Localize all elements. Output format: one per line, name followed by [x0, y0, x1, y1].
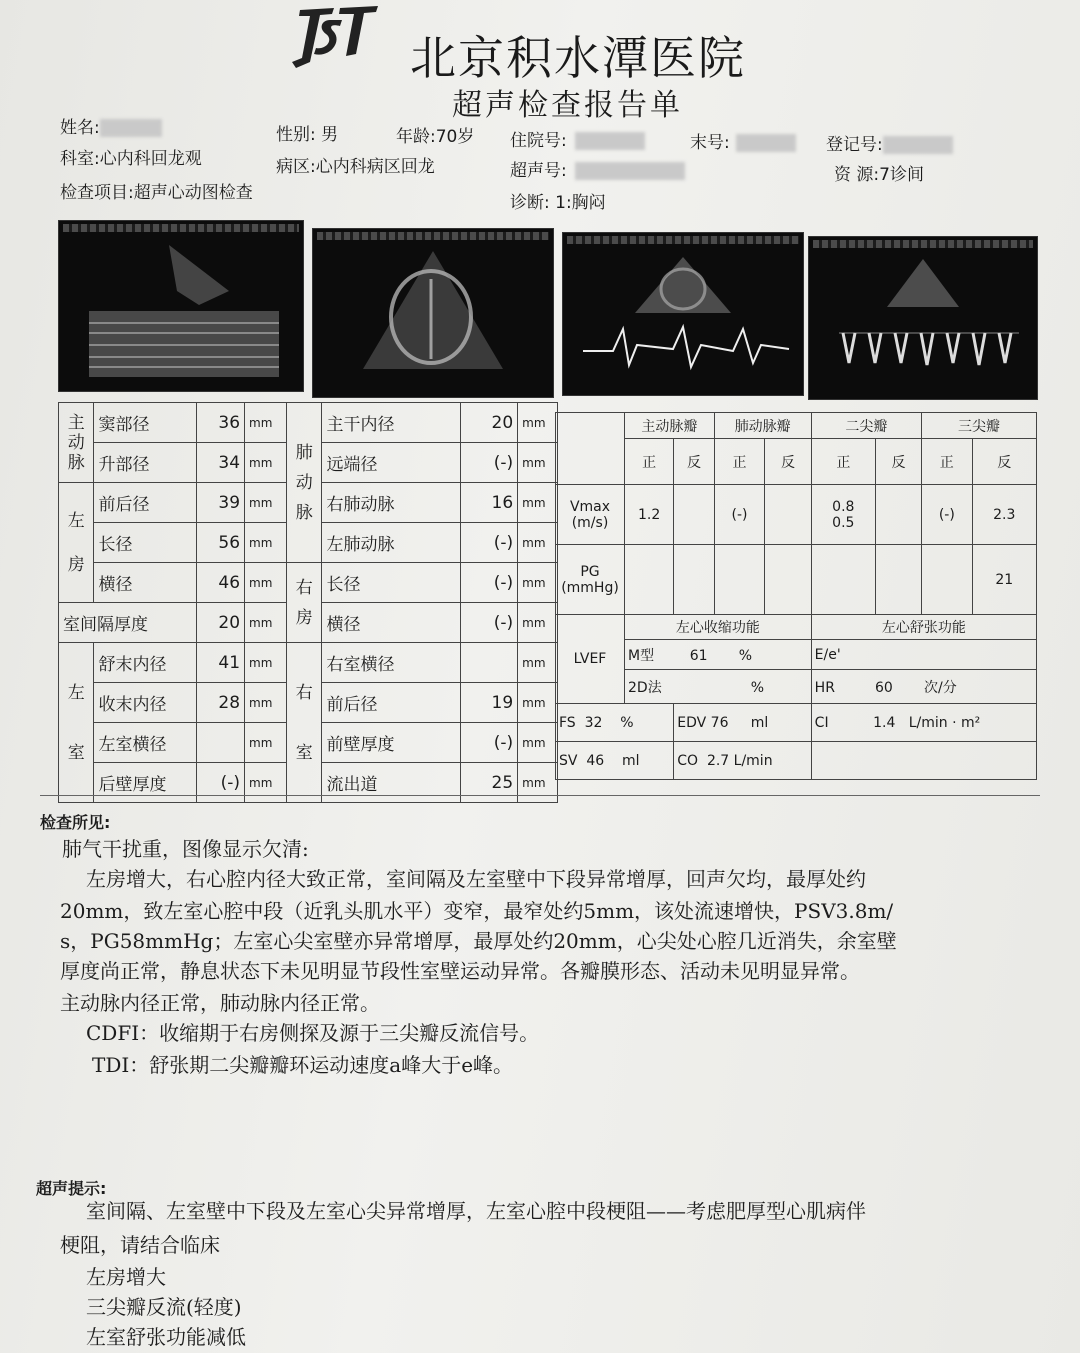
rv-ap-value: 19 [461, 683, 518, 723]
ward-field: 病区:心内科病区回龙 [276, 157, 435, 177]
m-mode-ef: M型 61 % [625, 640, 812, 670]
impression-label: 超声提示: [36, 1179, 107, 1198]
la-ap-value: 39 [196, 483, 244, 523]
chamber-measurement-table [58, 402, 558, 803]
divider [40, 795, 1040, 796]
findings-line-2: 左房增大，右心腔内径大致正常，室间隔及左室壁中下段异常增厚，回声欠均，最厚处约 [86, 867, 866, 891]
age-field: 年龄:70岁 [396, 127, 475, 147]
sv-value: SV 46 ml [556, 742, 674, 780]
pa-distal-label: 远端径 [322, 443, 461, 483]
lvef-label: LVEF [556, 615, 625, 704]
unit: mm [245, 603, 287, 643]
pg-tricuspid-rev: 21 [972, 545, 1036, 615]
la-ap-label: 前后径 [94, 483, 196, 523]
hospital-name: 北京积水潭医院 [410, 31, 746, 85]
aorta-sinus-value: 36 [196, 403, 244, 443]
ultrasound-no-field: 超声号: [510, 156, 685, 181]
unit: mm [245, 403, 287, 443]
la-long-label: 长径 [94, 523, 196, 563]
unit: mm [518, 683, 558, 723]
unit: mm [518, 523, 558, 563]
diagnosis-field: 诊断: 1:胸闷 [510, 193, 606, 213]
sex-field: 性别: 男 [276, 125, 339, 145]
dept-field: 科室:心内科回龙观 [60, 149, 202, 169]
rv-trans-value [461, 643, 518, 683]
exam-item-field: 检查项目:超声心动图检查 [60, 183, 253, 203]
fwd-label: 正 [811, 439, 875, 485]
rv-ap-label: 前后径 [322, 683, 461, 723]
findings-tdi: TDI：舒张期二尖瓣瓣环运动速度a峰大于e峰。 [92, 1053, 514, 1077]
lpa-value: (-) [461, 523, 518, 563]
unit: mm [518, 763, 558, 803]
systolic-title: 左心收缩功能 [625, 615, 812, 640]
impression-line-3: 左房增大 [86, 1265, 166, 1289]
rvot-value: 25 [461, 763, 518, 803]
ra-long-label: 长径 [322, 563, 461, 603]
lv-trans-label: 左室横径 [94, 723, 196, 763]
unit: mm [245, 443, 287, 483]
lv-esd-value: 28 [196, 683, 244, 723]
pa-main-value: 20 [461, 403, 518, 443]
unit: mm [245, 723, 287, 763]
rv-wall-value: (-) [461, 723, 518, 763]
valve-doppler-image [808, 236, 1038, 400]
rv-trans-label: 右室横径 [322, 643, 461, 683]
pa-main-label: 主干内径 [322, 403, 461, 443]
source-field: 资 源:7诊间 [834, 165, 924, 185]
valve-function-table [555, 412, 1037, 780]
unit: mm [245, 763, 287, 803]
fwd-label: 正 [625, 439, 674, 485]
rv-label: 右室 [286, 643, 321, 803]
unit: mm [518, 443, 558, 483]
vmax-label: Vmax (m/s) [556, 485, 625, 545]
findings-line-3: 20mm，致左室心腔中段（近乳头肌水平）变窄，最窄处约5mm，该处流速增快，PSV3.8m/ [60, 899, 894, 923]
ivs-value: 20 [196, 603, 244, 643]
impression-line-2: 梗阻，请结合临床 [60, 1233, 220, 1257]
lpa-label: 左肺动脉 [322, 523, 461, 563]
la-trans-value: 46 [196, 563, 244, 603]
impression-line-5: 左室舒张功能减低 [86, 1325, 246, 1349]
reg-no-field: 登记号: [826, 130, 953, 155]
pa-distal-value: (-) [461, 443, 518, 483]
la-label: 左房 [59, 483, 94, 603]
findings-line-6: 主动脉内径正常，肺动脉内径正常。 [60, 991, 380, 1015]
rv-wall-label: 前壁厚度 [322, 723, 461, 763]
unit: mm [245, 523, 287, 563]
aorta-ascending-label: 升部径 [94, 443, 196, 483]
bed-no-field: 末号: [690, 128, 796, 153]
pa-label: 肺动脉 [286, 403, 321, 563]
findings-line-4: s，PG58mmHg；左室心尖室壁亦异常增厚，最厚处约20mm，心尖处心腔几近消失，余室壁 [60, 929, 897, 953]
unit: mm [518, 723, 558, 763]
ci-value: CI 1.4 L/min · m² [811, 704, 1036, 742]
vmax-pulm-rev [765, 485, 811, 545]
vmax-aortic-fwd: 1.2 [625, 485, 674, 545]
findings-cdfi: CDFI：收缩期于右房侧探及源于三尖瓣反流信号。 [86, 1021, 540, 1045]
valve-header-pulmonary: 肺动脉瓣 [714, 413, 811, 439]
findings-label: 检查所见: [40, 813, 111, 832]
vmax-mitral-fwd: 0.8 0.5 [811, 485, 875, 545]
hospital-logo [282, 2, 382, 74]
rpa-label: 右肺动脉 [322, 483, 461, 523]
aorta-sinus-label: 窦部径 [94, 403, 196, 443]
inpatient-no-field: 住院号: [510, 126, 645, 151]
blank-corner [556, 413, 625, 485]
fwd-label: 正 [714, 439, 765, 485]
doppler-ecg-image [562, 232, 804, 396]
valve-header-mitral: 二尖瓣 [811, 413, 921, 439]
findings-line-5: 厚度尚正常，静息状态下未见明显节段性室壁运动异常。各瓣膜形态、活动未见明显异常。 [60, 959, 860, 983]
patient-name-field: 姓名: [60, 113, 162, 138]
lv-pw-value: (-) [196, 763, 244, 803]
impression-line-1: 室间隔、左室壁中下段及左室心尖异常增厚，左室心腔中段梗阻——考虑肥厚型心肌病伴 [86, 1199, 866, 1223]
impression-line-4: 三尖瓣反流(轻度) [86, 1295, 242, 1319]
diastolic-title: 左心舒张功能 [811, 615, 1036, 640]
ee-ratio: E/e' [811, 640, 1036, 670]
rev-label: 反 [674, 439, 714, 485]
fs-value: FS 32 % [556, 704, 674, 742]
unit: mm [518, 563, 558, 603]
valve-header-tricuspid: 三尖瓣 [922, 413, 1037, 439]
unit: mm [518, 603, 558, 643]
ra-trans-label: 横径 [322, 603, 461, 643]
la-long-value: 56 [196, 523, 244, 563]
apical-four-chamber-image [312, 228, 554, 398]
pg-label: PG (mmHg) [556, 545, 625, 615]
unit: mm [245, 483, 287, 523]
heart-rate: HR 60 次/分 [811, 670, 1036, 704]
ra-label: 右房 [286, 563, 321, 643]
unit: mm [518, 403, 558, 443]
edv-value: EDV 76 ml [674, 704, 811, 742]
m-mode-image [58, 220, 304, 392]
unit: mm [245, 643, 287, 683]
rev-label: 反 [875, 439, 921, 485]
rpa-value: 16 [461, 483, 518, 523]
lv-trans-value [196, 723, 244, 763]
aorta-label: 主动脉 [59, 403, 94, 483]
lv-pw-label: 后壁厚度 [94, 763, 196, 803]
unit: mm [518, 643, 558, 683]
vmax-tricuspid-rev: 2.3 [972, 485, 1036, 545]
report-title: 超声检查报告单 [452, 88, 683, 123]
vmax-mitral-rev [875, 485, 921, 545]
lv-label: 左室 [59, 643, 94, 803]
rvot-label: 流出道 [322, 763, 461, 803]
vmax-pulm-fwd: (-) [714, 485, 765, 545]
blank-cell [811, 742, 1036, 780]
unit: mm [518, 483, 558, 523]
lv-edd-value: 41 [196, 643, 244, 683]
co-value: CO 2.7 L/min [674, 742, 811, 780]
la-trans-label: 横径 [94, 563, 196, 603]
unit: mm [245, 683, 287, 723]
2d-ef: 2D法 % [625, 670, 812, 704]
lv-esd-label: 收末内径 [94, 683, 196, 723]
ra-trans-value: (-) [461, 603, 518, 643]
unit: mm [245, 563, 287, 603]
lv-edd-label: 舒末内径 [94, 643, 196, 683]
rev-label: 反 [765, 439, 811, 485]
rev-label: 反 [972, 439, 1036, 485]
vmax-tricuspid-fwd: (-) [922, 485, 972, 545]
vmax-aortic-rev [674, 485, 714, 545]
ivs-label: 室间隔厚度 [59, 603, 197, 643]
findings-line-1: 肺气干扰重，图像显示欠清: [62, 837, 309, 861]
fwd-label: 正 [922, 439, 972, 485]
ra-long-value: (-) [461, 563, 518, 603]
valve-header-aortic: 主动脉瓣 [625, 413, 715, 439]
aorta-ascending-value: 34 [196, 443, 244, 483]
